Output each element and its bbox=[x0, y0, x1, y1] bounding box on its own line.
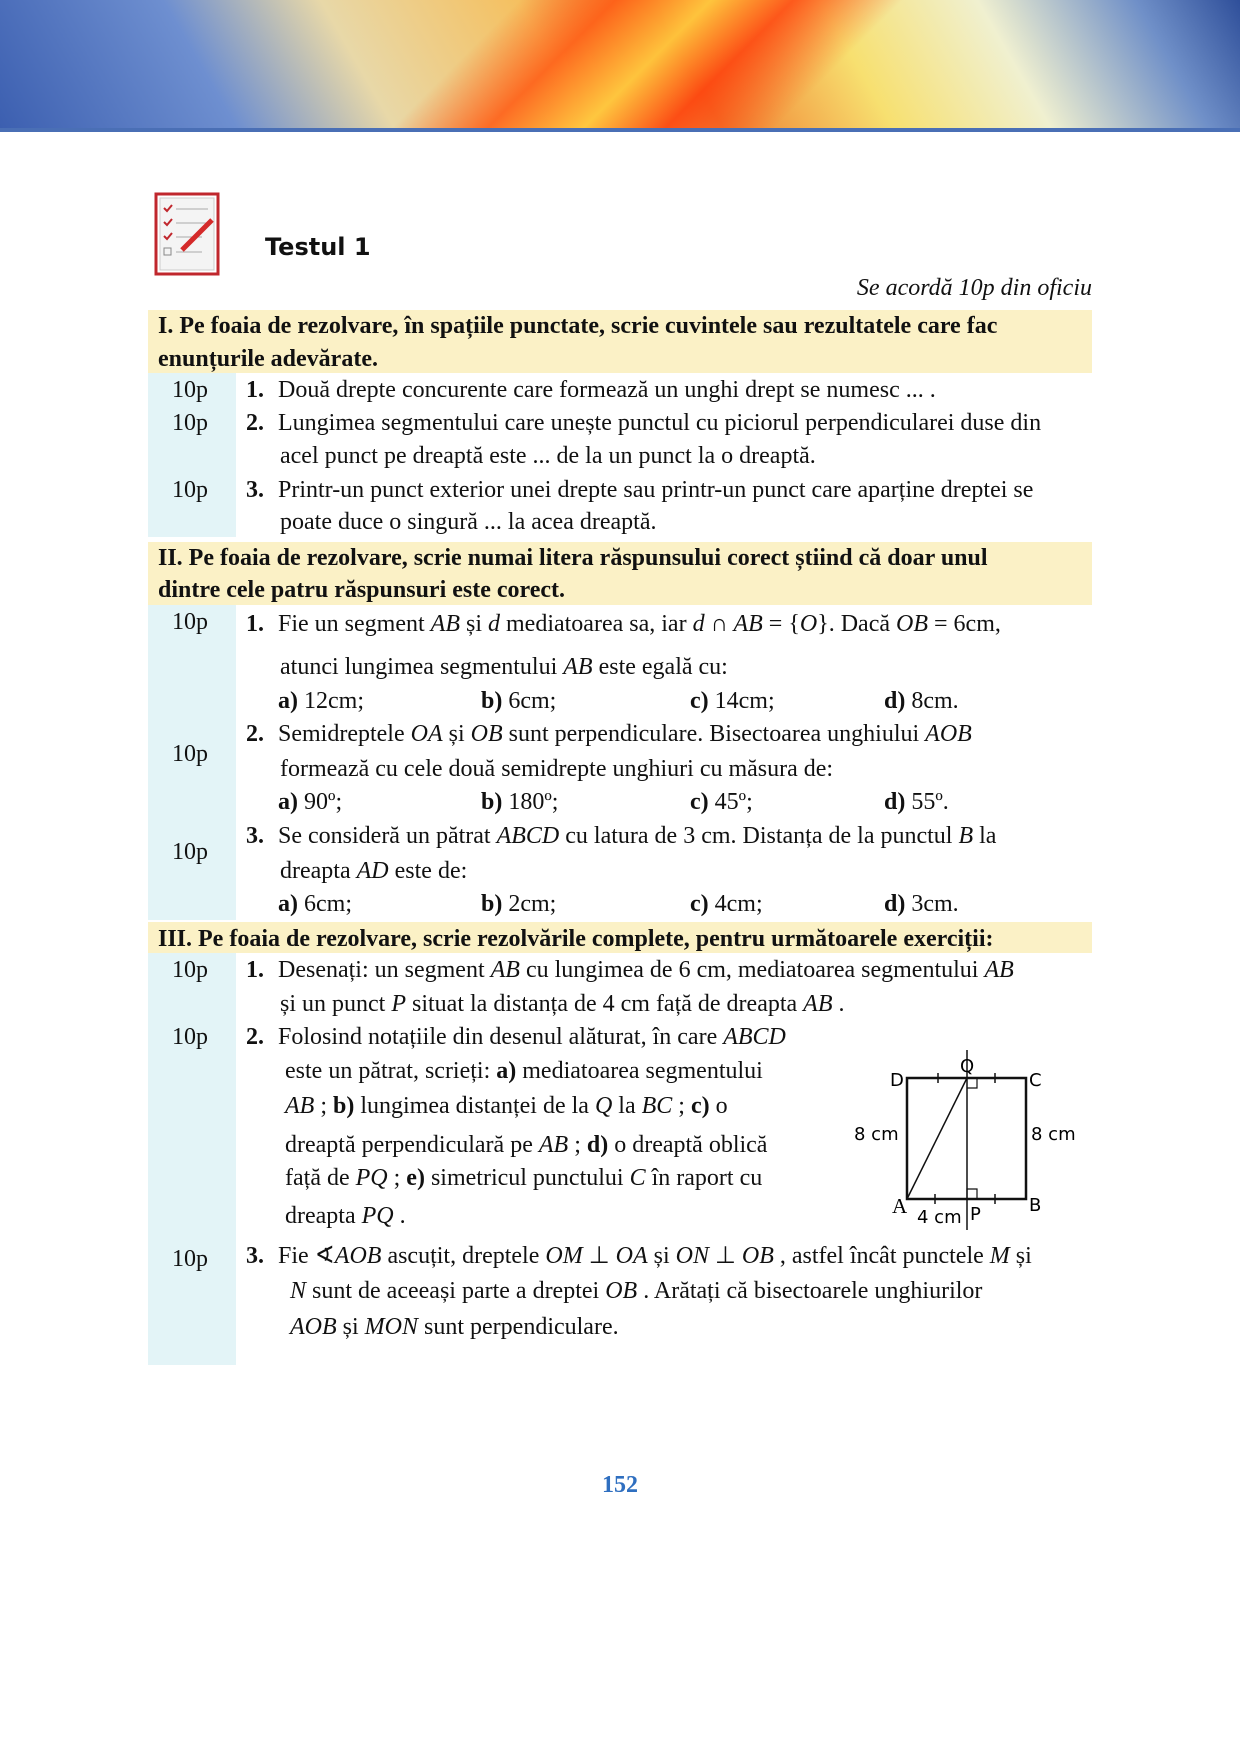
text-segment: dintre cele patru răspunsuri este corect. bbox=[158, 577, 566, 603]
item-text-line bbox=[285, 1163, 762, 1193]
text-segment: față de bbox=[285, 1165, 356, 1191]
option-value: 6cm; bbox=[304, 891, 352, 917]
option-value: 55º. bbox=[911, 789, 949, 815]
label-left-side: 8 cm bbox=[854, 1124, 899, 1145]
text-segment: Desenați: un segment bbox=[278, 957, 491, 983]
label-d: D bbox=[890, 1070, 904, 1091]
item-text-line bbox=[280, 754, 833, 784]
item-points: 10p bbox=[172, 741, 208, 767]
item-number: 3. bbox=[246, 477, 264, 503]
text-segment: o bbox=[709, 1093, 728, 1119]
text-segment: dreapta bbox=[280, 858, 357, 884]
text-segment: . bbox=[832, 991, 845, 1017]
text-segment: Fie un segment bbox=[278, 611, 431, 637]
text-segment: O bbox=[799, 611, 818, 637]
text-segment: AOB bbox=[290, 1314, 337, 1340]
text-segment: ; bbox=[314, 1093, 333, 1119]
test-title: Testul 1 bbox=[265, 233, 371, 261]
option-letter: b) bbox=[481, 688, 503, 714]
text-segment: ; bbox=[568, 1132, 587, 1158]
option-value: 45º; bbox=[714, 789, 753, 815]
text-segment: e) bbox=[406, 1165, 425, 1191]
answer-option bbox=[690, 787, 753, 817]
text-segment: AB bbox=[563, 654, 593, 680]
option-value: 4cm; bbox=[714, 891, 763, 917]
text-segment: AOB bbox=[925, 721, 972, 747]
text-segment: III. Pe foaia de rezolvare, scrie rezolvările complete, pentru următoarele exerciții: bbox=[158, 926, 994, 952]
label-bottom-segment: 4 cm bbox=[917, 1207, 962, 1228]
section-header-line bbox=[158, 924, 994, 954]
answer-option bbox=[481, 787, 558, 817]
item-text-line bbox=[278, 1241, 1032, 1271]
text-segment: cu lungimea de 6 cm, mediatoarea segmentului bbox=[519, 957, 985, 983]
text-segment: sunt de aceeași parte a dreptei bbox=[306, 1278, 606, 1304]
square-diagram bbox=[840, 1030, 1100, 1240]
answer-option bbox=[884, 889, 959, 919]
option-letter: a) bbox=[278, 688, 298, 714]
option-value: 3cm. bbox=[911, 891, 959, 917]
option-letter: d) bbox=[884, 891, 906, 917]
item-text-line bbox=[290, 1312, 619, 1342]
item-text-line bbox=[278, 609, 1001, 639]
text-segment: enunțurile adevărate. bbox=[158, 346, 378, 372]
item-number: 1. bbox=[246, 611, 264, 637]
option-letter: d) bbox=[884, 688, 906, 714]
text-segment: și un punct bbox=[280, 991, 392, 1017]
header-banner-image bbox=[0, 0, 1240, 128]
text-segment: AB bbox=[430, 611, 460, 637]
answer-option bbox=[884, 787, 949, 817]
option-value: 180º; bbox=[508, 789, 559, 815]
section-header-line bbox=[158, 543, 988, 573]
item-points: 10p bbox=[172, 609, 208, 635]
label-a: A bbox=[892, 1194, 908, 1218]
points-column bbox=[148, 953, 236, 1365]
text-segment: B bbox=[958, 823, 974, 849]
item-number: 3. bbox=[246, 823, 264, 849]
item-number: 2. bbox=[246, 410, 264, 436]
text-segment: ON bbox=[675, 1243, 709, 1269]
item-text-line bbox=[278, 821, 996, 851]
item-text-line bbox=[278, 719, 972, 749]
text-segment: . Arătați că bisectoarele unghiurilor bbox=[637, 1278, 983, 1304]
text-segment: d bbox=[488, 611, 500, 637]
text-segment: sunt perpendiculare. Bisectoarea unghiului bbox=[502, 721, 926, 747]
text-segment: AB bbox=[490, 957, 520, 983]
text-segment: cu latura de 3 cm. Distanța de la punctul bbox=[559, 823, 959, 849]
text-segment: AB bbox=[285, 1093, 315, 1119]
item-text-line bbox=[290, 1276, 982, 1306]
text-segment: c) bbox=[690, 1093, 710, 1119]
item-text-line bbox=[280, 441, 816, 471]
text-segment: OA bbox=[410, 721, 443, 747]
text-segment: OB bbox=[470, 721, 503, 747]
text-segment: ; bbox=[387, 1165, 407, 1191]
text-segment: Q bbox=[594, 1093, 613, 1119]
label-right-side: 8 cm bbox=[1031, 1124, 1076, 1145]
item-text-line bbox=[278, 955, 1014, 985]
text-segment: ascuțit, dreptele bbox=[381, 1243, 546, 1269]
page-number: 152 bbox=[602, 1472, 638, 1498]
text-segment: ABCD bbox=[496, 823, 560, 849]
text-segment: ABCD bbox=[723, 1024, 786, 1050]
text-segment: este de: bbox=[388, 858, 468, 884]
item-text-line bbox=[285, 1056, 763, 1086]
item-text-line bbox=[285, 1091, 728, 1121]
option-value: 12cm; bbox=[304, 688, 364, 714]
text-segment: și bbox=[647, 1243, 676, 1269]
item-points: 10p bbox=[172, 957, 208, 983]
item-text-line bbox=[285, 1130, 767, 1160]
label-q: Q bbox=[960, 1056, 975, 1077]
answer-option bbox=[481, 889, 556, 919]
text-segment: Printr-un punct exterior unei drepte sau printr-un punct care aparține dreptei se bbox=[278, 477, 1034, 503]
text-segment: poate duce o singură ... la acea dreaptă. bbox=[280, 509, 657, 535]
item-points: 10p bbox=[172, 410, 208, 436]
option-value: 14cm; bbox=[714, 688, 775, 714]
item-text-line bbox=[278, 408, 1041, 438]
label-p: P bbox=[970, 1204, 981, 1225]
item-points: 10p bbox=[172, 1024, 208, 1050]
section-header-line bbox=[158, 575, 565, 605]
text-segment: ⊥ bbox=[708, 1243, 742, 1269]
text-segment: PQ bbox=[361, 1203, 394, 1229]
text-segment: Fie ∢ bbox=[278, 1243, 335, 1269]
text-segment: în raport cu bbox=[645, 1165, 763, 1191]
text-segment: , astfel încât punctele bbox=[773, 1243, 990, 1269]
text-segment: Folosind notațiile din desenul alăturat, în care bbox=[278, 1024, 724, 1050]
text-segment: OA bbox=[615, 1243, 648, 1269]
text-segment: AD bbox=[356, 858, 389, 884]
item-text-line bbox=[280, 856, 467, 886]
text-segment: acel punct pe dreaptă este ... de la un punct la o dreaptă. bbox=[280, 443, 816, 469]
text-segment: }. Dacă bbox=[817, 611, 896, 637]
item-text-line bbox=[280, 652, 728, 682]
item-text-line bbox=[278, 375, 936, 405]
text-segment: atunci lungimea segmentului bbox=[280, 654, 564, 680]
option-letter: c) bbox=[690, 789, 709, 815]
text-segment: sunt perpendiculare. bbox=[418, 1314, 619, 1340]
text-segment: . bbox=[393, 1203, 406, 1229]
option-value: 90º; bbox=[304, 789, 343, 815]
item-points: 10p bbox=[172, 1246, 208, 1272]
text-segment: situat la distanța de 4 cm față de dreapta bbox=[406, 991, 804, 1017]
option-letter: a) bbox=[278, 891, 298, 917]
text-segment: AB bbox=[803, 991, 833, 1017]
item-text-line bbox=[285, 1201, 406, 1231]
text-segment: simetricul punctului bbox=[424, 1165, 630, 1191]
text-segment: la bbox=[973, 823, 997, 849]
item-text-line bbox=[278, 1022, 786, 1052]
text-segment: AOB bbox=[334, 1243, 382, 1269]
option-letter: d) bbox=[884, 789, 906, 815]
label-b: B bbox=[1029, 1195, 1042, 1216]
option-letter: b) bbox=[481, 891, 503, 917]
text-segment: AB bbox=[984, 957, 1014, 983]
answer-option bbox=[278, 787, 342, 817]
answer-option bbox=[690, 889, 763, 919]
item-number: 3. bbox=[246, 1243, 264, 1269]
answer-option bbox=[278, 889, 352, 919]
option-letter: b) bbox=[481, 789, 503, 815]
text-segment: lungimea distanței de la bbox=[354, 1093, 595, 1119]
text-segment: II. Pe foaia de rezolvare, scrie numai litera răspunsului corect știind că doar unul bbox=[158, 545, 988, 571]
option-letter: c) bbox=[690, 688, 709, 714]
header-divider bbox=[0, 128, 1240, 132]
text-segment: și bbox=[336, 1314, 365, 1340]
item-number: 1. bbox=[246, 377, 264, 403]
text-segment: dreapta bbox=[285, 1203, 362, 1229]
text-segment: I. Pe foaia de rezolvare, în spațiile punctate, scrie cuvintele sau rezultatele care fac bbox=[158, 313, 998, 339]
label-c: C bbox=[1029, 1070, 1042, 1091]
text-segment: P bbox=[391, 991, 406, 1017]
item-text-line bbox=[278, 475, 1033, 505]
option-value: 6cm; bbox=[508, 688, 557, 714]
text-segment: Lungimea segmentului care unește punctul cu piciorul perpendicularei duse din bbox=[278, 410, 1042, 436]
text-segment: OB bbox=[896, 611, 928, 637]
text-segment: MON bbox=[364, 1314, 419, 1340]
item-text-line bbox=[280, 989, 845, 1019]
text-segment: Două drepte concurente care formează un unghi drept se numesc ... . bbox=[278, 377, 936, 403]
text-segment: și bbox=[1009, 1243, 1032, 1269]
text-segment: și bbox=[442, 721, 471, 747]
text-segment: este egală cu: bbox=[592, 654, 728, 680]
text-segment: mediatoarea sa, iar bbox=[500, 611, 693, 637]
answer-option bbox=[481, 686, 556, 716]
text-segment: și bbox=[459, 611, 488, 637]
answer-option bbox=[884, 686, 959, 716]
option-value: 2cm; bbox=[508, 891, 557, 917]
text-segment: este un pătrat, scrieți: bbox=[285, 1058, 497, 1084]
text-segment: mediatoarea segmentului bbox=[516, 1058, 763, 1084]
item-text-line bbox=[280, 507, 656, 537]
text-segment: d) bbox=[586, 1132, 609, 1158]
section-header-line bbox=[158, 311, 997, 341]
section-header-line bbox=[158, 344, 378, 374]
text-segment: Se consideră un pătrat bbox=[278, 823, 497, 849]
text-segment: dreaptă perpendiculară pe bbox=[285, 1132, 539, 1158]
text-segment: ⊥ bbox=[582, 1243, 616, 1269]
item-number: 1. bbox=[246, 957, 264, 983]
bonus-points-note: Se acordă 10p din oficiu bbox=[856, 275, 1092, 301]
text-segment: = { bbox=[762, 611, 800, 637]
text-segment: PQ bbox=[355, 1165, 388, 1191]
text-segment: = 6cm, bbox=[928, 611, 1001, 637]
text-segment: AB bbox=[538, 1132, 569, 1158]
text-segment: N bbox=[290, 1278, 307, 1304]
item-points: 10p bbox=[172, 377, 208, 403]
text-segment: BC bbox=[641, 1093, 673, 1119]
text-segment: b) bbox=[333, 1093, 355, 1119]
option-letter: c) bbox=[690, 891, 709, 917]
option-value: 8cm. bbox=[911, 688, 959, 714]
option-letter: a) bbox=[278, 789, 298, 815]
text-segment: o dreaptă oblică bbox=[608, 1132, 768, 1158]
text-segment: ; bbox=[672, 1093, 691, 1119]
text-segment: OM bbox=[545, 1243, 583, 1269]
answer-option bbox=[690, 686, 775, 716]
item-points: 10p bbox=[172, 839, 208, 865]
checklist-icon bbox=[152, 190, 226, 278]
text-segment: M bbox=[989, 1243, 1010, 1269]
text-segment: Semidreptele bbox=[278, 721, 411, 747]
text-segment: d ∩ AB bbox=[692, 611, 763, 637]
text-segment: la bbox=[612, 1093, 642, 1119]
answer-option bbox=[278, 686, 364, 716]
text-segment: C bbox=[629, 1165, 646, 1191]
text-segment: OB bbox=[741, 1243, 774, 1269]
item-number: 2. bbox=[246, 721, 264, 747]
item-number: 2. bbox=[246, 1024, 264, 1050]
text-segment: formează cu cele două semidrepte unghiuri cu măsura de: bbox=[280, 756, 834, 782]
item-points: 10p bbox=[172, 477, 208, 503]
text-segment: OB bbox=[605, 1278, 638, 1304]
text-segment: a) bbox=[496, 1058, 517, 1084]
